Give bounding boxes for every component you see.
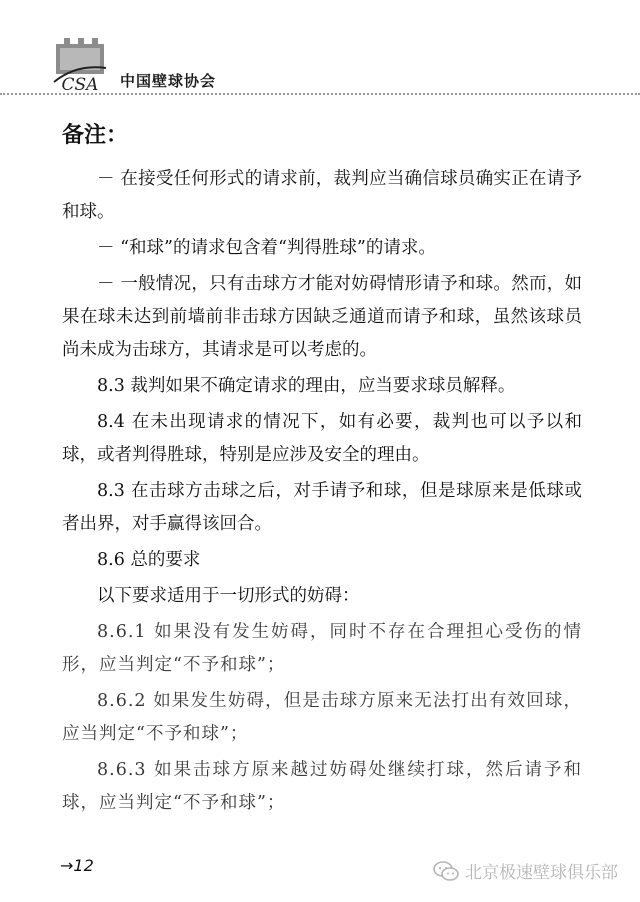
logo-text: CSA [61,75,99,94]
csa-logo [50,38,110,94]
watermark [433,858,618,883]
paragraph-5: 8.4 在未出现请求的情况下，如有必要，裁判也可以予以和球，或者判得胜球，特别是应涉及安全的理由。 [62,412,582,465]
watermark-text: 北京极速壁球俱乐部 [465,863,618,883]
page-header [0,0,640,100]
page-number: →12 [60,856,94,875]
paragraph-3: － 一般情况，只有击球方才能对妨碍情形请予和球。然而，如果在球未达到前墙前非击球方因缺乏通道而请予和球，虽然该球员尚未成为击球方，其请求是可以考虑的。 [62,274,582,360]
notes-heading: 备注： [62,123,129,148]
paragraph-11: 8.6.3 如果击球方原来越过妨碍处继续打球，然后请予和球，应当判定“不予和球”； [62,760,582,813]
paragraph-9: 8.6.1 如果没有发生妨碍，同时不存在合理担心受伤的情形，应当判定“不予和球”； [62,622,582,675]
paragraph-1: － 在接受任何形式的请求前，裁判应当确信球员确实正在请予和球。 [62,169,582,222]
wechat-icon [433,860,459,882]
org-name: 中国壁球协会 [120,72,217,90]
paragraph-7: 8.6 总的要求 [97,550,201,570]
page-content [62,118,582,823]
header-divider [0,93,640,95]
paragraph-6: 8.3 在击球方击球之后，对手请予和球，但是球原来是低球或者出界，对手赢得该回合。 [62,481,582,534]
paragraph-4: 8.3 裁判如果不确定请求的理由，应当要求球员解释。 [97,376,516,396]
paragraph-2: － “和球”的请求包含着“判得胜球”的请求。 [97,238,436,258]
paragraph-8: 以下要求适用于一切形式的妨碍： [97,586,360,606]
paragraph-10: 8.6.2 如果发生妨碍，但是击球方原来无法打出有效回球，应当判定“不予和球”； [62,691,582,744]
